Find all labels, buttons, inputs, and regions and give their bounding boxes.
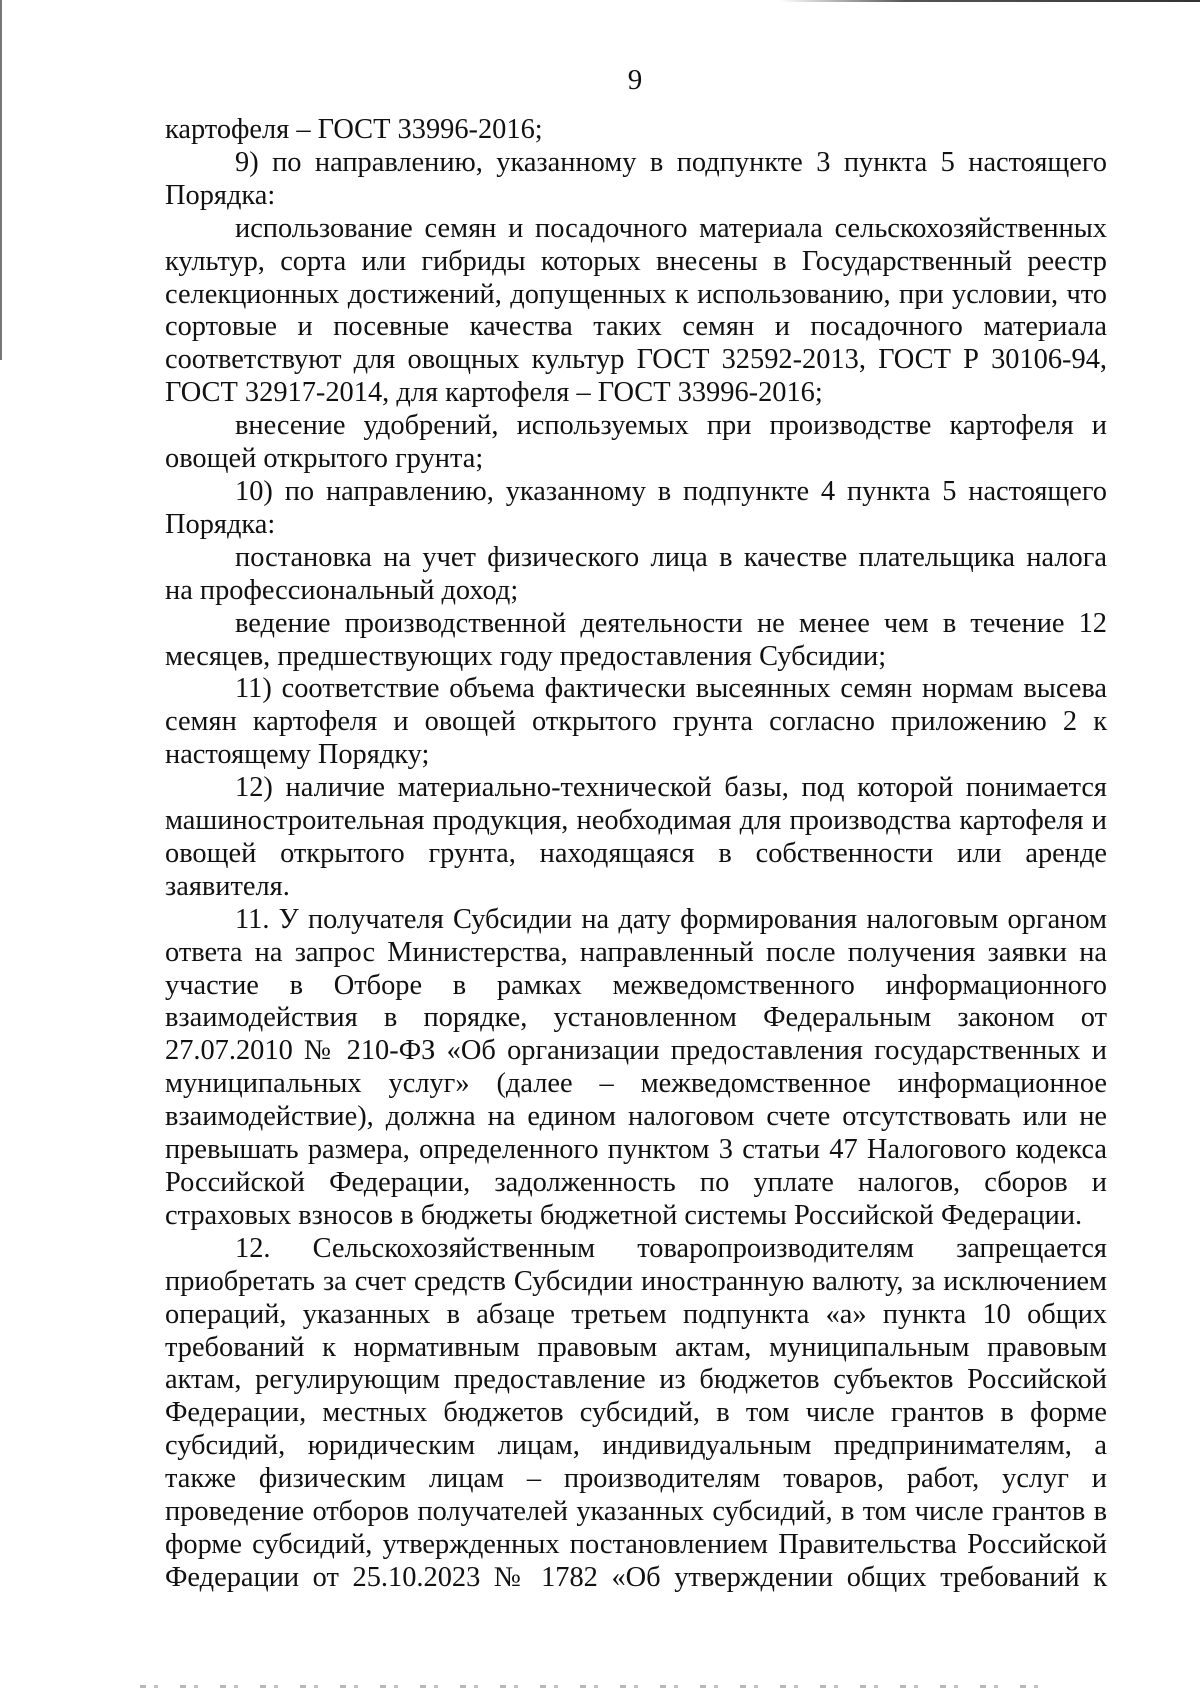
paragraph: постановка на учет физического лица в качестве плательщика налога на профессиональный доход; [165,541,1107,606]
scan-bottom-noise [140,1685,1040,1688]
page-number: 9 [627,64,643,96]
scan-left-edge [0,0,2,360]
paragraph: 10) по направлению, указанному в подпункте 4 пункта 5 настоящего Порядка: [165,475,1107,540]
paragraph: 12. Сельскохозяйственным товаропроизводителям запрещается приобретать за счет средств Субсидии иностранную валюту, за исключением операций, указанных в абзаце третьем подпункта «а» пункта 10 общих требований к нормативным правовым актам, муниципальным правовым актам, регулирующим предоставление из бюджетов субъектов Российской Федерации, местных бюджетов субсидий, в том числе грантов в форме субсидий, юридическим лицам, индивидуальным предпринимателям, а также физическим лицам – производителям товаров, работ, услуг и проведение отборов получателей указанных субсидий, в том числе грантов в форме субсидий, утвержденных постановлением Правительства Российской Федерации от 25.10.2023 № 1782 «Об утверждении общих требований к [165,1232,1107,1593]
paragraph: 11) соответствие объема фактически высеянных семян нормам высева семян картофеля и овощей открытого грунта согласно приложению 2 к настоящему Порядку; [165,673,1107,771]
paragraph: картофеля – ГОСТ 33996-2016; [165,114,543,145]
paragraph: 11. У получателя Субсидии на дату формирования налоговым органом ответа на запрос Министерства, направленный после получения заявки на участие в Отборе в рамках межведомственного информационного взаимодействия в порядке, установленном Федеральным законом от 27.07.2010 № 210-ФЗ «Об организации предоставления государственных и муниципальных услуг» (далее – межведомственное информационное взаимодействие), должна на едином налоговом счете отсутствовать или не превышать размера, определенного пунктом 3 статьи 47 Налогового кодекса Российской Федерации, задолженность по уплате налогов, сборов и страховых взносов в бюджеты бюджетной системы Российской Федерации. [165,903,1107,1231]
paragraph: 9) по направлению, указанному в подпункте 3 пункта 5 настоящего Порядка: [165,146,1107,211]
scan-edge-line [780,0,1200,2]
paragraph: использование семян и посадочного материала сельскохозяйственных культур, сорта или гибриды которых внесены в Государственный реестр селекционных достижений, допущенных к использованию, при условии, что сортовые и посевные качества таких семян и посадочного материала соответствуют для овощных культур ГОСТ 32592-2013, ГОСТ Р 30106-94, ГОСТ 32917-2014, для картофеля – ГОСТ 33996-2016; [165,212,1107,409]
document-body [165,114,1107,1595]
paragraph: ведение производственной деятельности не менее чем в течение 12 месяцев, предшествующих году предоставления Субсидии; [165,607,1107,672]
paragraph: внесение удобрений, используемых при производстве картофеля и овощей открытого грунта; [165,410,1107,475]
paragraph: 12) наличие материально-технической базы, под которой понимается машиностроительная продукция, необходимая для производства картофеля и овощей открытого грунта, находящаяся в собственности или аренде заявителя. [165,772,1107,902]
